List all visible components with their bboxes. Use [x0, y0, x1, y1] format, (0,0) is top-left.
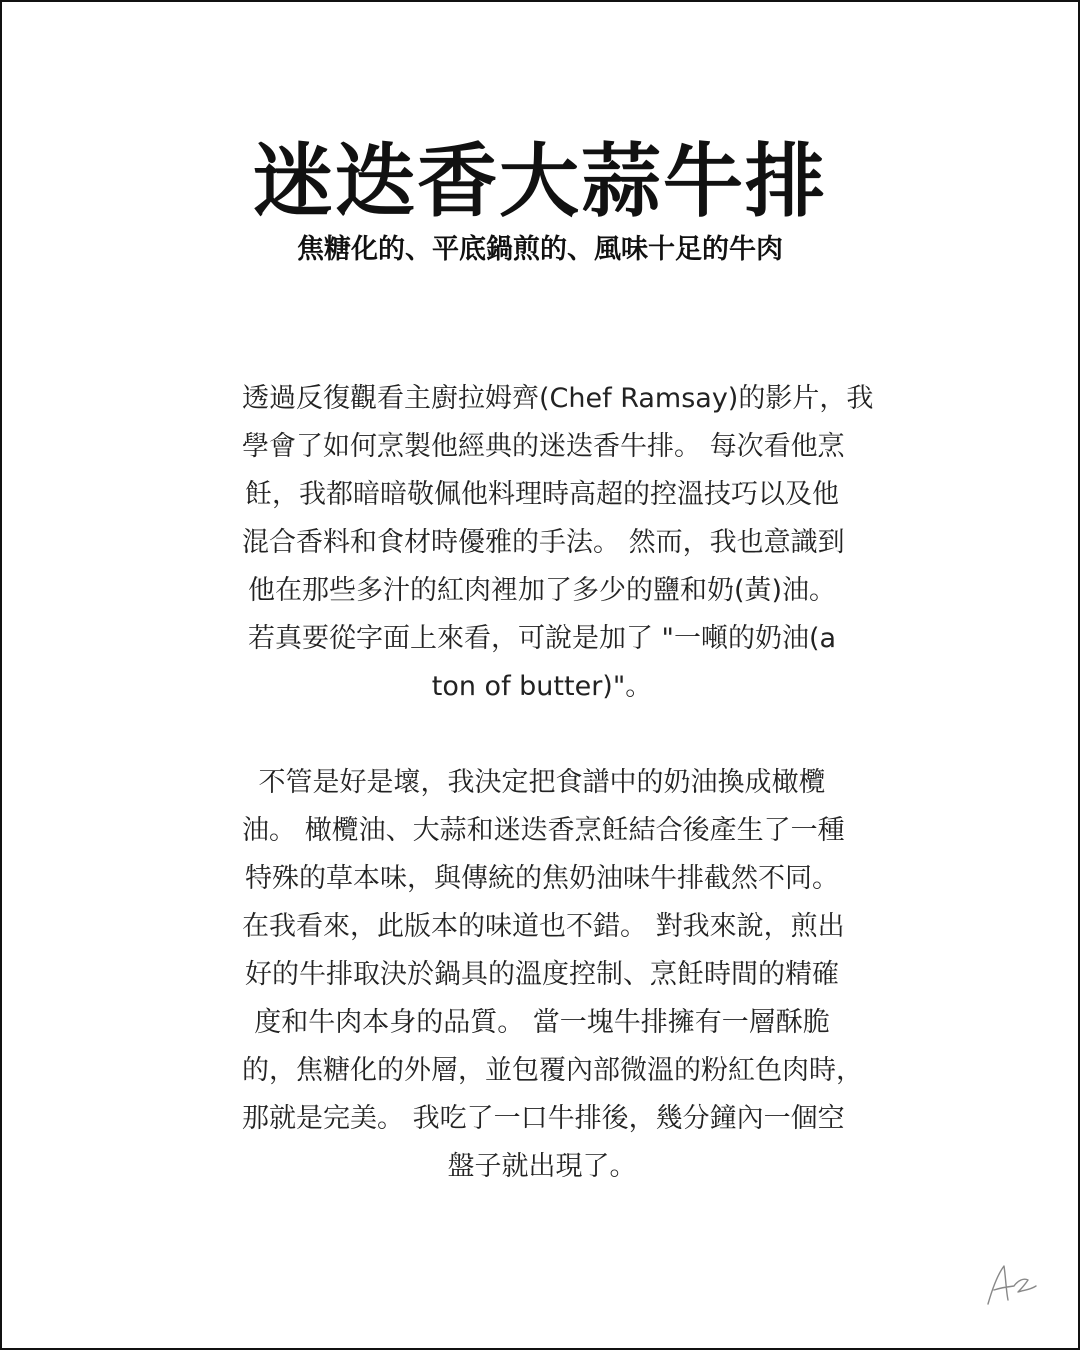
body-text	[242, 375, 874, 1191]
text-line: 好的牛排取決於鍋具的溫度控制、烹飪時間的精確	[245, 959, 839, 990]
text-line: 的，焦糖化的外層，並包覆內部微溫的粉紅色肉時，	[242, 1055, 863, 1086]
text-line: 不管是好是壞，我決定把食譜中的奶油換成橄欖	[258, 767, 826, 798]
text-line: ton of butter)"。	[431, 671, 653, 702]
text-line: 盤子就出現了。	[447, 1151, 637, 1182]
paragraph-2	[242, 759, 863, 1191]
text-line: 那就是完美。 我吃了一口牛排後，幾分鐘內一個空	[242, 1103, 845, 1134]
text-line: 混合香料和食材時優雅的手法。 然而，我也意識到	[242, 527, 845, 558]
page-title: 迷迭香大蒜牛排	[253, 135, 827, 228]
text-line: 若真要從字面上來看，可說是加了 "一噸的奶油(a	[247, 623, 837, 654]
signature-mark	[984, 1260, 1040, 1308]
paragraph-1	[242, 375, 874, 711]
paragraph-spacer	[242, 711, 842, 759]
text-line: 在我看來，此版本的味道也不錯。 對我來說，煎出	[242, 911, 845, 942]
text-line: 飪，我都暗暗敬佩他料理時高超的控溫技巧以及他	[245, 479, 839, 510]
page-subtitle: 焦糖化的、平底鍋煎的、風味十足的牛肉	[297, 234, 783, 265]
text-line: 他在那些多汁的紅肉裡加了多少的鹽和奶(黃)油。	[247, 575, 837, 606]
text-line: 度和牛肉本身的品質。 當一塊牛排擁有一層酥脆	[254, 1007, 830, 1038]
text-line: 特殊的草本味，與傳統的焦奶油味牛排截然不同。	[245, 863, 839, 894]
text-line: 透過反復觀看主廚拉姆齊(Chef Ramsay)的影片，我	[242, 383, 874, 414]
text-line: 學會了如何烹製他經典的迷迭香牛排。 每次看他烹	[242, 431, 845, 462]
text-line: 油。 橄欖油、大蒜和迷迭香烹飪結合後產生了一種	[242, 815, 845, 846]
